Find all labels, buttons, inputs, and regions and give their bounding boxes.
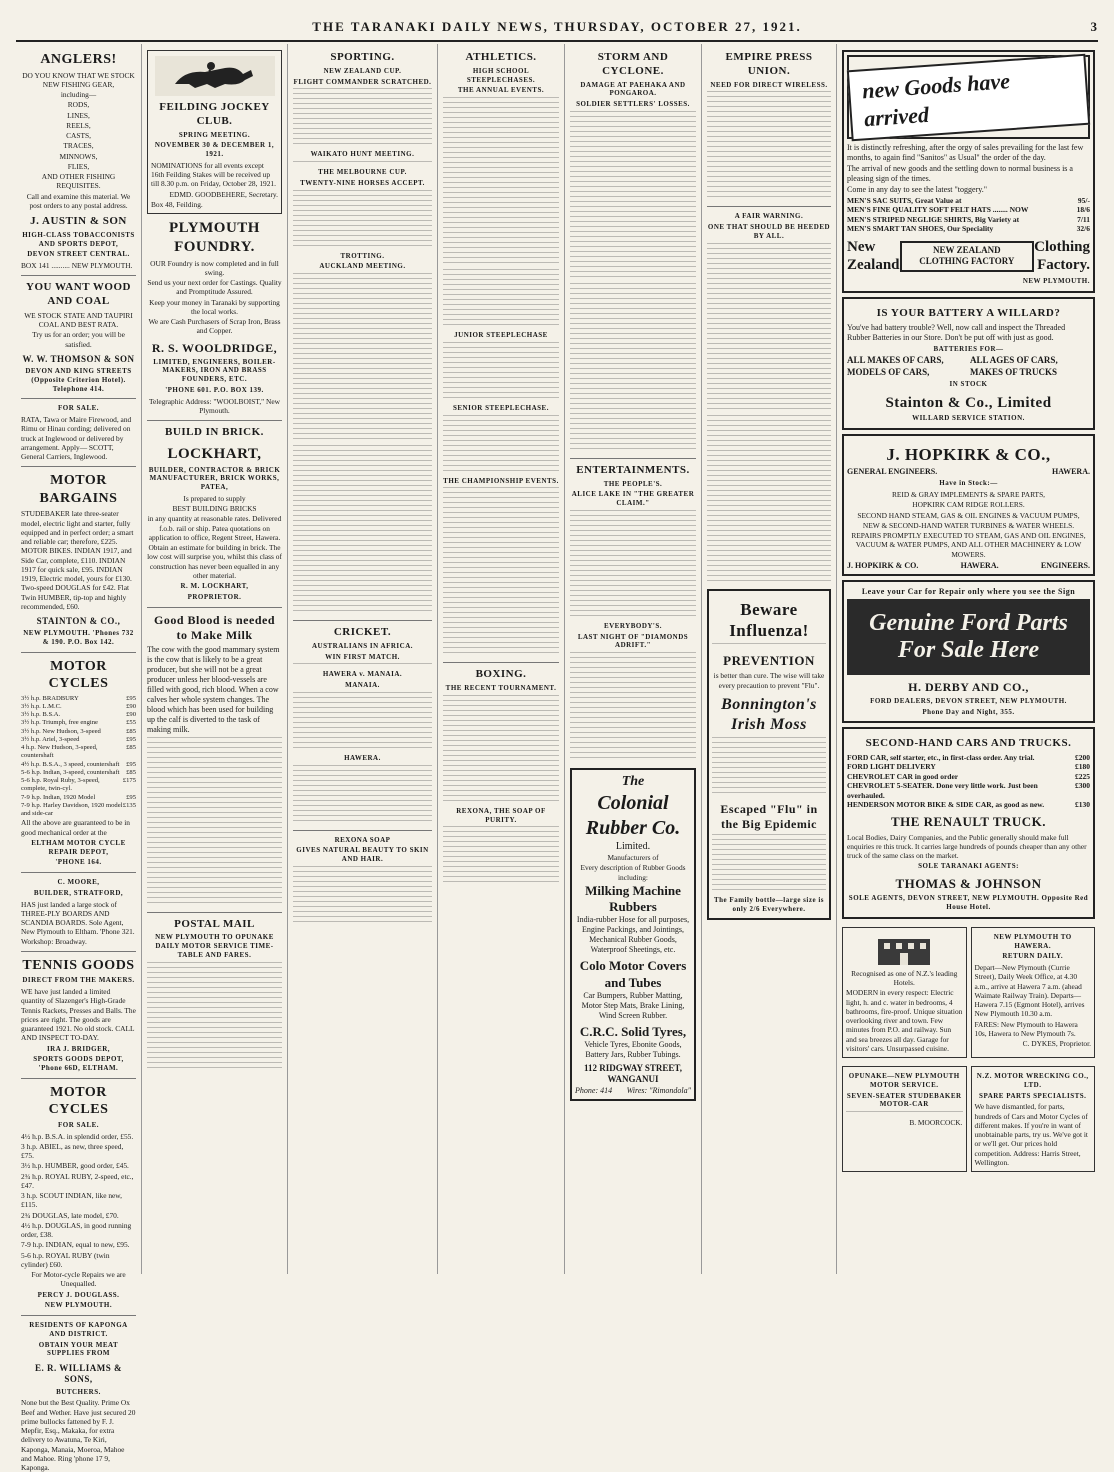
hotel-building-icon [874,933,934,967]
price-row [847,196,1090,205]
brick-heading: BUILD IN BRICK. [165,426,264,438]
cycle-row [21,744,136,760]
battery-all-2: ALL AGES OF CARS, MAKES OF TRUCKS [970,355,1058,377]
prevention-heading: PREVENTION [723,653,815,668]
cycle2-row: 4½ h.p. B.S.A. in splendid order, £55. [21,1131,134,1141]
wood-line: WE STOCK STATE AND TAUPIRI COAL AND BEST RATA. [24,310,133,329]
hopkirk-name: J. HOPKIRK & CO., [886,445,1051,464]
price-row-price: 18/6 [1076,205,1090,215]
empire-heading: EMPIRE PRESS UNION. [725,51,813,77]
influenza-ad [707,589,831,921]
agents-name: THOMAS & JOHNSON [895,876,1042,891]
hopkirk-foot-town: HAWERA. [960,560,999,570]
cycle2-row: 7-9 h.p. INDIAN, equal to new, £95. [21,1240,130,1250]
cycle-row-price: £135 [122,801,136,809]
renault-text: Local Bodies, Dairy Companies, and the Public generally should make full enquiries re this truck. It carries large hundreds of pounds cheaper than any other truck of the same class on the market. [847,832,1087,860]
tennis-sub: DIRECT FROM THE MAKERS. [22,976,135,985]
cycle-row [21,695,136,703]
cycle2-row: 3 h.p. ABIEL, as new, three speed, £75. [21,1141,124,1161]
tournament-heading: THE RECENT TOURNAMENT. [445,684,557,692]
hopkirk-left: GENERAL ENGINEERS. [847,467,938,477]
colonial-covers-list: Car Bumpers, Rubber Matting, Motor Step Mats, Brake Lining, Wind Screen Rubber. [581,990,685,1020]
anglers-heading: ANGLERS! [40,52,117,67]
battery-heading: IS YOUR BATTERY A WILLARD? [876,306,1061,319]
cycle-row-price: £85 [126,744,136,752]
colonial-tyres-list: Vehicle Tyres, Ebonite Goods, Battery Jars, Rubber Tubings. [584,1040,682,1059]
warning-heading: A FAIR WARNING. [734,212,804,221]
hopkirk-foot-role: ENGINEERS. [1040,560,1090,570]
stainton-addr: NEW PLYMOUTH. 'Phones 732 & 190. P.O. Box 142. [23,629,134,646]
team-manaia: MANAIA. [345,681,380,689]
foundry-lines [147,259,282,336]
wrecking-ad [971,1066,1096,1172]
column-6 [702,44,837,1274]
austin-name: J. AUSTIN & SON [30,215,127,227]
anglers-list-item: FLIES, [67,161,90,171]
tennis-text: WE have just landed a limited quantity of Slazenger's High-Grade Tennis Rackets, Presses and Balls. The prices are right. The goods are guaranteed 1921. No old stock. CALL AND INSPECT TO-DAY. [21,987,136,1043]
escaped-footer: The Family bottle—large size is only 2/6 Everywhere. [714,895,824,913]
sporting-heading: SPORTING. [330,51,395,63]
senior-heading: SENIOR STEEPLECHASE. [453,403,549,412]
cycle-row-label: 3½ h.p. Triumph, free engine [21,719,98,727]
price-row-price: 7/11 [1077,214,1090,224]
cycle-row-label: 4 h.p. New Hudson, 3-speed, countershaft [21,744,98,760]
eltham-phone: 'PHONE 164. [55,858,102,867]
renault-heading: THE RENAULT TRUCK. [890,814,1047,830]
bridger-name: IRA J. BRIDGER, [46,1044,111,1053]
hawera-service-ad [971,927,1096,1058]
wood-line: Try us for an order; you will be satisfied. [32,330,125,349]
cycle-row-label: 3½ h.p. Ariel, 3-speed [21,735,80,743]
kaponga-heading: RESIDENTS OF KAPONGA AND DISTRICT. [29,1321,128,1338]
cycle-row [21,711,136,719]
lockhart-signature: R. M. LOCKHART, [180,582,249,590]
cycle2-row: 4½ h.p. DOUGLAS, in good running order, £38. [21,1220,132,1240]
hawera-text: Depart—New Plymouth (Currie Street), Daily Week Office, at 4.30 a.m., arrive at Hawera 7 a.m. (ahead Waimate Railway Train). Departs—Hawera 7.15 (Egmont Hotel), arrives New Plymouth 10.30 a.m. [974,963,1085,1019]
soap-heading: REXONA, THE SOAP OF PURITY. [456,806,546,824]
lockhart-line: Obtain an estimate for building in brick. The low cost will surprise you, whilst this class of construction has never been equalled in any other material. [147,543,282,580]
secondhand-row-label: CHEVROLET 5-SEATER. Done very little work. Just been overhauled. [847,781,1038,800]
derby-name: H. DERBY AND CO., [908,679,1029,694]
new-goods-text: new Goods have arrived [847,53,1090,140]
moore-text: HAS just landed a large stock of THREE-PLY BOARDS AND SCANDIA BOARDS. Sole Agent, New Plymouth to Eltham. 'Phone 321. Workshop: Broadway. [21,899,135,946]
cycles2-list [21,1132,136,1270]
jockey-club-ad [147,50,282,214]
secondhand-row [847,753,1090,762]
colonial-covers: Colo Motor Covers and Tubes [579,958,687,990]
trotting-heading: TROTTING. [340,251,385,260]
anglers-list-item: MINNOWS, [59,151,98,161]
lockhart-heading: LOCKHART, [167,445,262,462]
cycle2-row: 3½ h.p. HUMBER, good order, £45. [21,1161,129,1171]
melbourne-heading: THE MELBOURNE CUP. [318,168,407,176]
storm-sub2: SOLDIER SETTLERS' LOSSES. [576,100,690,108]
hawera-heading: NEW PLYMOUTH TO HAWERA. [993,932,1072,950]
secondhand-row-label: FORD CAR, self starter, etc., in first-class order. Any trial. [847,753,1035,762]
wooldridge-name: R. S. WOOLDRIDGE, [151,340,278,355]
anglers-list-item: including— [60,90,97,99]
forsale-text: RATA, Tawa or Maire Firewood, and Rimu or Hinau cording; delivered on truck at Inglewood or delivered by arrangement. Apply— SCOTT, General Carriers, Inglewood. [21,415,132,461]
ford-ad [842,580,1095,724]
cycle2-row: 3 h.p. SCOUT INDIAN, like new, £115. [21,1191,122,1210]
secondhand-heading: SECOND-HAND CARS AND TRUCKS. [865,737,1072,750]
column-4 [438,44,565,1274]
price-row-price: 32/6 [1076,224,1090,234]
wood-lines [21,311,136,349]
price-row [847,224,1090,233]
entertainments-heading: ENTERTAINMENTS. [576,463,690,476]
hopkirk-stock: Have in Stock:— [939,479,998,488]
africa-sub: WIN FIRST MATCH. [325,652,400,661]
nz-clothing-logo: NEW ZEALAND CLOTHING FACTORY [900,241,1035,272]
secondhand-row [847,781,1090,800]
cycle2-row: 5-6 h.p. ROYAL RUBY (twin cylinder) £60. [21,1250,110,1269]
column-1 [16,44,142,1472]
colonial-the: The [621,774,645,789]
hopkirk-line: SECOND HAND STEAM, GAS & OIL ENGINES & VACUUM PUMPS, [857,510,1080,520]
foundry-line: Send us your next order for Castings. Quality and Promptitude Assured. [147,278,282,297]
secondhand-list [847,753,1090,809]
postal-heading: POSTAL MAIL [174,917,255,930]
agents-address: SOLE AGENTS, DEVON STREET, NEW PLYMOUTH. Opposite Red House Hotel. [848,894,1089,911]
nz-left: New [847,238,876,255]
price-row-label: MEN'S SAC SUITS, Great Value at [847,196,962,205]
foundry-line: Keep your money in Taranaki by supporting the local works. [149,297,280,316]
hopkirk-line: HOPKIRK CAM RIDGE ROLLERS. [912,500,1025,510]
wooldridge-desc: LIMITED, ENGINEERS, BOILER-MAKERS, IRON AND BRASS FOUNDERS, ETC. [153,357,276,383]
bargains-text: STUDEBAKER late three-seater model, electric light and starter, fully equipped and in perfect order; a smart and reliable car; therefore, £225. MOTOR BIKES. INDIAN 1917, and Side Car, complete, £110. INDIAN 1917 for quick sale, £95. INDIAN 1919, Electric model, yours for £130. Two-speed DOUGLAS for £42. Flat Twin HUMBER, tip-top and highly recommended, £60. [21,509,134,611]
stainton2-name: Stainton & Co., Limited [885,394,1052,411]
cycle-row-price: £85 [126,727,136,735]
cycle-row [21,769,136,777]
secondhand-row-label: CHEVROLET CAR in good order [847,771,959,781]
jockey-dates: NOVEMBER 30 & DECEMBER 1, 1921. [154,141,275,158]
forsale-heading: FOR SALE. [57,404,100,413]
moore-desc: BUILDER, STRATFORD, [33,888,124,897]
foundry-heading: PLYMOUTH FOUNDRY. [169,220,260,255]
price-row-label: MEN'S SMART TAN SHOES, Our Speciality [847,224,994,234]
lockhart-lines [147,494,282,580]
price-row-label: MEN'S FINE QUALITY SOFT FELT HATS ........ NOW [847,205,1029,215]
agents-heading: SOLE TARANAKI AGENTS: [918,862,1019,871]
cycles-note: All the above are guaranteed to be in good mechanical order at the [21,818,130,837]
ford-heading: Leave your Car for Repair only where you see the Sign [861,586,1076,596]
hawera-fares: FARES: New Plymouth to Hawera 10s, Hawera to New Plymouth 7s. [974,1019,1078,1038]
storm-sub: DAMAGE AT PAEHAKA AND PONGAROA. [580,80,686,98]
column-2 [142,44,288,1274]
douglass-town: NEW PLYMOUTH. [44,1301,113,1310]
cycle-row-price: £90 [126,711,136,719]
cycle2-row: 2¾ DOUGLAS, late model, £70. [21,1210,119,1220]
hotel-body: MODERN in every respect: Electric light, h. and c. water in bedrooms, 4 bathrooms, fire-proof. Unique situation overlooking river and town. Few minutes from P.O. and railway. Sun and sea breezes all day. Garage for visitors' cars. Unsurpassed cuisine. [846,988,963,1053]
new-goods-body3: Come in any day to see the latest "toggery." [847,185,987,194]
bridger-desc: SPORTS GOODS DEPOT, 'Phone 66D, ELTHAM. [33,1055,124,1073]
foundry-line: We are Cash Purchasers of Scrap Iron, Brass and Copper. [148,317,281,336]
jockey-heading: FEILDING JOCKEY CLUB. [159,101,270,127]
colonial-line: Manufacturers of [607,853,659,862]
colonial-ltd: Limited. [615,840,651,852]
price-row [847,215,1090,224]
secondhand-ad [842,727,1095,919]
lockhart-line: BEST BUILDING BRICKS [172,504,257,513]
nz-right2: Factory. [1037,257,1090,274]
anglers-call: Call and examine this material. We post orders to any postal address. [26,191,131,210]
ford-sign-line1: Genuine Ford Parts [869,610,1068,637]
cycle-row [21,703,136,711]
opunake-heading: OPUNAKE—NEW PLYMOUTH MOTOR SERVICE. [848,1072,960,1089]
junior-heading: JUNIOR STEEPLECHASE [454,331,548,339]
nz-right: Clothing [1034,238,1090,255]
jockey-sub: SPRING MEETING. [178,130,251,139]
lockhart-desc: BUILDER, CONTRACTOR & BRICK MANUFACTURER, BRICK WORKS, PATEA, [148,465,281,491]
empire-sub: NEED FOR DIRECT WIRELESS. [710,80,828,89]
athletics-heading: ATHLETICS. [465,51,537,63]
colonial-lines [575,853,691,882]
anglers-list-item: TRACES, [63,141,94,151]
thomson-name: W. W. THOMSON & SON [22,353,135,364]
hopkirk-line: REID & GRAY IMPLEMENTS & SPARE PARTS, [891,490,1046,499]
lockhart-line: Is prepared to supply [183,493,246,503]
hawera-signature: C. DYKES, Proprietor. [1022,1039,1091,1048]
cycle-row [21,777,136,793]
escaped-heading: Escaped "Flu" in the Big Epidemic [720,801,818,831]
anglers-list [21,71,136,191]
austin-box: BOX 141 .......... NEW PLYMOUTH. [21,261,133,270]
page-number: 3 [1090,19,1098,34]
wooldridge-telegraph: Telegraphic Address: "WOOLBOIST," New Plymouth. [149,396,280,415]
masthead-title: THE TARANAKI DAILY NEWS, THURSDAY, OCTOBER 27, 1921. [312,19,802,34]
battery-stock: IN STOCK [949,379,988,388]
foundry-line: OUR Foundry is now completed and in full swing. [150,258,279,277]
nzcup-heading: NEW ZEALAND CUP. [323,66,402,75]
moss-heading: Bonnington's Irish Moss [721,695,817,733]
column-5 [565,44,702,1274]
battery-all-1: ALL MAKES OF CARS, MODELS OF CARS, [847,355,944,377]
cycle-row-price: £95 [126,735,136,743]
melbourne-sub: TWENTY-NINE HORSES ACCEPT. [300,178,425,187]
nz-left2: Zealand [847,257,900,274]
postal-sub: NEW PLYMOUTH TO OPUNAKE DAILY MOTOR SERVICE TIME-TABLE AND FARES. [155,933,274,959]
cycles2-heading: MOTOR CYCLES [48,1084,109,1118]
stainton-name: STAINTON & CO., [36,616,121,626]
everybodys-sub: LAST NIGHT OF "DIAMONDS ADRIFT." [577,632,689,650]
wooldridge-phone: 'PHONE 601. P.O. BOX 139. [165,385,264,394]
anglers-list-item: CASTS, [66,131,91,140]
hotel-ad [842,927,967,1058]
cycles-list [21,695,136,819]
team-hawera: HAWERA. [344,753,381,762]
championship-heading: THE CHAMPIONSHIP EVENTS. [443,476,559,485]
cricket-heading: CRICKET. [333,626,392,638]
hawera-sub: RETURN DAILY. [1002,952,1064,961]
cycle-row-price: £55 [126,719,136,727]
secondhand-row-label: FORD LIGHT DELIVERY [847,762,936,772]
hopkirk-lines [847,490,1090,559]
ford-sign [847,599,1090,675]
racehorse-icon [155,56,275,96]
peoples-heading: THE PEOPLE'S. [603,479,663,488]
cycle-row-label: 3½ h.p. B.S.A. [21,711,61,719]
colonial-phone: Phone: 414 [575,1085,613,1095]
cycle-row-label: 4½ h.p. B.S.A., 3 speed, countershaft [21,760,120,768]
wrecking-sub: SPARE PARTS SPECIALISTS. [979,1091,1087,1100]
stainton2-sub: WILLARD SERVICE STATION. [912,414,1025,423]
cycle-row [21,761,136,769]
secondhand-row-price: £300 [1075,781,1090,791]
anglers-list-item: RODS, [67,100,90,110]
cycles2-terms: For Motor-cycle Repairs we are Unequalled. [31,1270,126,1289]
austin-addr: DEVON STREET CENTRAL. [27,250,130,259]
colonial-milking: Milking Machine Rubbers [585,882,681,914]
new-goods-ad [842,50,1095,293]
new-goods-body2: The arrival of new goods and the settling down to normal business is a pleasing sign of the times. [847,164,1073,183]
cycles-heading: MOTOR CYCLES [48,658,109,692]
battery-text: You've had battery trouble? Well, now call and inspect the Threaded Rubber Batteries in our Store. Don't be put off with just as good. [847,322,1066,342]
moore-name: C. MOORE, [57,878,100,887]
cycle-row-label: 5-6 h.p. Royal Ruby, 3-speed, complete, twin-cyl. [21,777,100,793]
secondhand-row-price: £200 [1075,753,1090,762]
cycle-row-label: 7-9 h.p. Harley Davidson, 1920 model and side-car [21,801,123,818]
hopkirk-foot-name: J. HOPKIRK & CO. [847,560,919,570]
annual-heading: THE ANNUAL EVENTS. [457,86,545,95]
cycles2-sub: FOR SALE. [57,1120,100,1129]
austin-desc: HIGH-CLASS TOBACCONISTS AND SPORTS DEPOT, [22,230,135,248]
battery-sub: BATTERIES FOR— [933,344,1004,353]
secondhand-row-label: HENDERSON MOTOR BIKE & SIDE CAR, as good as new. [847,799,1045,809]
cycle-row-label: 3½ h.p. BRADBURY [21,694,79,702]
column-3 [288,44,438,1274]
high-school-heading: HIGH SCHOOL STEEPLECHASES. [466,66,536,84]
nz-town: NEW PLYMOUTH. [1022,277,1090,285]
cycle2-row: 2¾ h.p. ROYAL RUBY, 2-speed, etc., £47. [21,1171,134,1190]
secondhand-row [847,800,1090,809]
cycle-row [21,794,136,802]
new-goods-body: It is distinctly refreshing, after the orgy of sales prevailing for the last few months, to again find "Sanitos" as Usual" the order of the day. [847,143,1084,162]
nzcup-sub: FLIGHT COMMANDER SCRATCHED. [293,77,432,86]
anglers-list-item: DO YOU KNOW THAT WE STOCK NEW FISHING GEAR, [22,70,135,89]
blood-text: The cow with the good mammary system is the cow that is likely to be a great producer, but she will not be a great producer unless her blood-vessels are filled with good, rich blood. When a cow calves her whole system changes. The blood which has been used for building up the calf is diverted to the task of making milk. [147,644,280,734]
cycle-row [21,736,136,744]
new-goods-banner [847,55,1090,139]
cycle-row [21,728,136,736]
boxing-heading: BOXING. [475,668,527,681]
rexona-heading: REXONA SOAP [334,835,391,844]
wood-heading: YOU WANT WOOD AND COAL [26,281,131,307]
derby-phone: Phone Day and Night, 355. [922,707,1015,716]
lockhart-role: PROPRIETOR. [187,592,242,601]
price-row [847,205,1090,214]
secondhand-row [847,772,1090,781]
hopkirk-ad [842,434,1095,576]
colonial-wires: Wires: "Rimondola" [626,1085,691,1095]
auckland-heading: AUCKLAND MEETING. [319,262,406,271]
jockey-box: Box 48, Feilding. [151,199,203,209]
kaponga-text: OBTAIN YOUR MEAT SUPPLIES FROM [38,1340,119,1358]
jockey-signature: EDMD. GOODBEHERE, Secretary. [169,189,278,199]
column-7 [837,44,1100,1274]
williams-text: None but the Best Quality. Prime Ox Beef and Wether. Have just secured 20 prime bullocks fattened by F. J. Mepfir, Esq., Makaka, for extra delivery to Awatuna, Te Kiri, Kaponga, Manaia, Moeroa, Mahoe and Mahoe. Ring 'phone 17 9, Kaponga. [21,1398,136,1472]
derby-address: FORD DEALERS, DEVON STREET, NEW PLYMOUTH. [870,696,1067,705]
cycle-row-price: £95 [126,694,136,702]
secondhand-row-price: £225 [1075,771,1090,781]
masthead [16,14,1098,42]
storm-heading: STORM AND CYCLONE. [597,51,669,77]
opunake-sub: SEVEN-SEATER STUDEBAKER MOTOR-CAR [846,1091,962,1109]
douglass-name: PERCY J. DOUGLASS. [37,1290,120,1299]
manaia-heading: HAWERA v. MANAIA. [322,670,403,679]
colonial-tyres: C.R.C. Solid Tyres, [579,1023,687,1039]
blood-heading: Good Blood is needed to Make Milk [153,612,276,642]
everybodys-heading: EVERYBODY'S. [603,621,663,630]
colonial-line: Every description of Rubber Goods including: [580,863,686,882]
price-row-price: 95/- [1077,196,1090,205]
tennis-heading: TENNIS GOODS [22,957,135,973]
thomson-addr: DEVON AND KING STREETS (Opposite Criterion Hotel). Telephone 414. [25,367,132,393]
colonial-hose: India-rubber Hose for all purposes, Engine Packings, and Jointings, Mechanical Rubber Goods, Waterproof Sheetings, etc. [576,915,690,955]
cycle-row-price: £85 [126,768,136,776]
hotel-text: Recognised as one of N.Z.'s leading Hotels. [851,968,958,987]
williams-desc: BUTCHERS. [56,1387,101,1396]
ford-sign-line2: For Sale Here [897,636,1040,663]
secondhand-row-price: £180 [1075,762,1090,772]
colonial-rubber-ad [570,768,696,1101]
williams-name: E. R. WILLIAMS & SONS, [34,1363,123,1385]
price-row-label: MEN'S STRIPED NEGLIGE SHIRTS, Big Variety at [847,214,1020,224]
rexona-sub: GIVES NATURAL BEAUTY TO SKIN AND HAIR. [296,846,429,863]
secondhand-row-price: £130 [1075,799,1090,809]
cycle-row-label: 5-6 h.p. Indian, 3-speed, countershaft [21,768,120,776]
colonial-address: 112 RIDGWAY STREET, WANGANUI [584,1063,682,1085]
anglers-list-item: REELS, [66,120,91,130]
price-list [847,196,1090,234]
bargains-heading: MOTOR BARGAINS [39,473,118,506]
cycle-row-label: 3½ h.p. L.M.C. [21,702,62,710]
battery-ad [842,297,1095,430]
cycle-row-price: £95 [126,793,136,801]
opunake-signature: B. MOORCOCK. [909,1118,963,1127]
beware-heading: Beware Influenza! [729,599,809,640]
cycle-row-price: £95 [126,760,136,768]
peoples-sub: ALICE LAKE IN "THE GREATER CLAIM." [571,490,695,507]
cycle-row-label: 7-9 h.p. Indian, 1920 Model [21,793,96,801]
jockey-text: NOMINATIONS for all events except 16th Feilding Stakes will be received up till 8.30 p.m. on Friday, October 28, 1921. [151,160,276,189]
africa-heading: AUSTRALIANS IN AFRICA. [311,641,414,650]
colonial-name: Colonial Rubber Co. [585,791,681,839]
wrecking-text: We have dismantled, for parts, hundreds of Cars and Motor Cycles of different makes. If you're in want of unobtainable parts, try us. We've got it or we'll get. Our prices hold competition. Address: Harris Street, Wellington. [974,1102,1088,1167]
eltham-name: ELTHAM MOTOR CYCLE REPAIR DEPOT, [31,838,126,856]
anglers-list-item: LINES, [67,110,90,120]
hopkirk-line: NEW & SECOND-HAND WATER TURBINES & WATER WHEELS. [862,520,1075,530]
cycle-row [21,719,136,727]
warning-sub: ONE THAT SHOULD BE HEEDED BY ALL. [707,223,831,240]
wrecking-heading: N.Z. MOTOR WRECKING CO., LTD. [976,1072,1089,1089]
opunake-ad [842,1066,967,1172]
prevention-text: is better than cure. The wise will take every precaution to prevent "Flu". [713,671,825,690]
cycle-row-price: £90 [126,702,136,710]
hopkirk-right: HAWERA. [1051,467,1090,477]
cycle-row [21,802,136,818]
hopkirk-line: REPAIRS PROMPTLY EXECUTED TO STEAM, GAS AND OIL ENGINES, VACUUM & WATER PUMPS, AND ALL OTHER MACHINERY & LOW MOWERS. [851,531,1086,559]
cycle-row-price: £175 [122,777,136,785]
secondhand-row [847,762,1090,771]
lockhart-line: in any quantity at reasonable rates. Delivered f.o.b. rail or ship. Patea quotations on application to office, Regent Street, Hawera. [147,514,282,542]
cycle-row-label: 3½ h.p. New Hudson, 3-speed [21,727,101,735]
anglers-list-item: AND OTHER FISHING REQUISITES. [41,172,116,191]
waikato-heading: WAIKATO HUNT MEETING. [310,150,415,159]
